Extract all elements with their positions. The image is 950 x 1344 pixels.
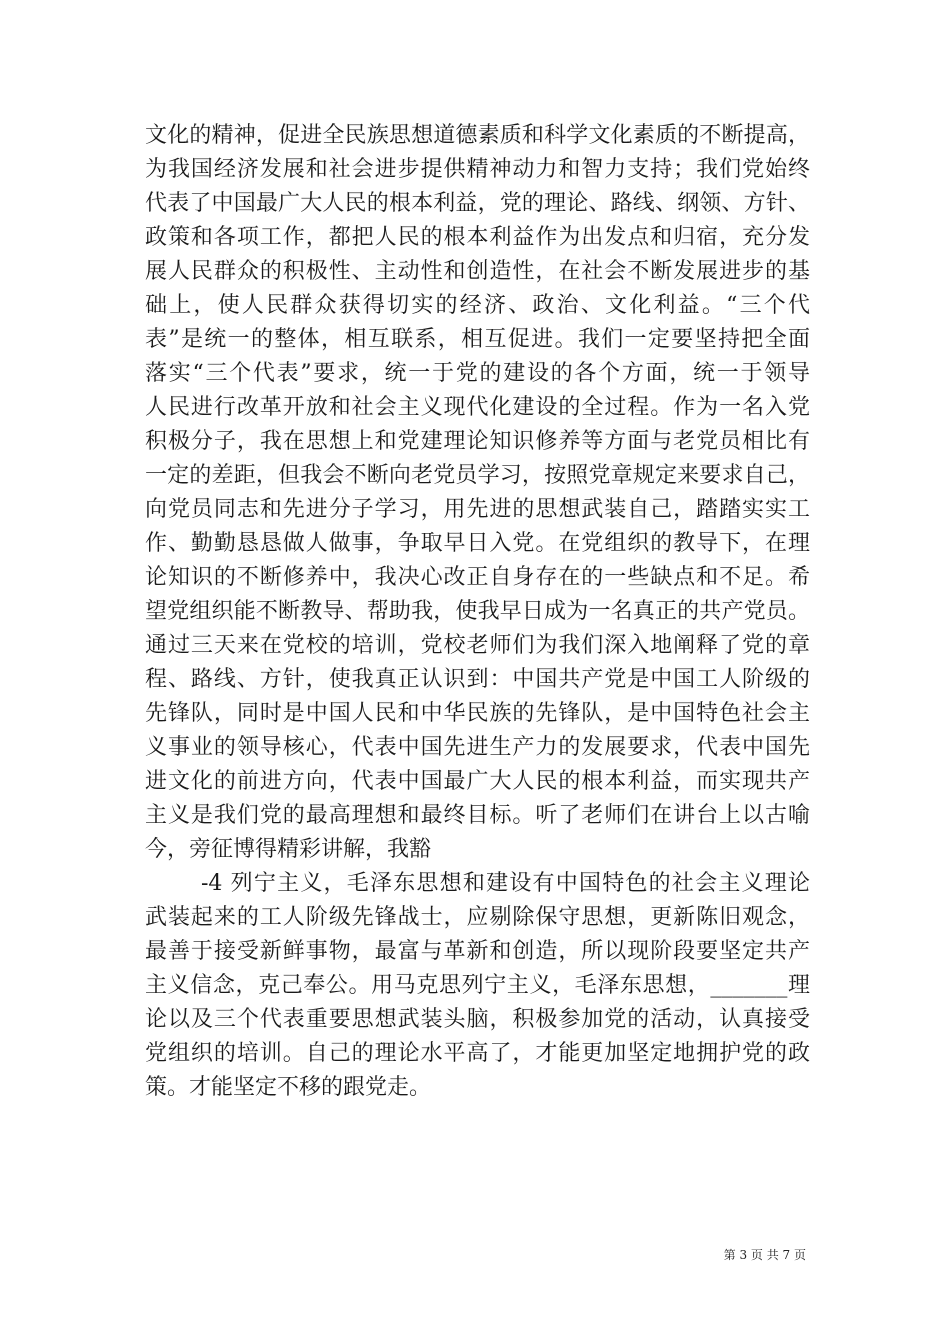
- text-line: 积极分子，我在思想上和党建理论知识修养等方面与老党员相比有: [145, 429, 810, 454]
- text-line: 论以及三个代表重要思想武装头脑，积极参加党的活动，认真接受: [145, 1007, 810, 1032]
- text-line: 最善于接受新鲜事物，最富与革新和创造，所以现阶段要坚定共产: [145, 939, 810, 964]
- text-line: 人民进行改革开放和社会主义现代化建设的全过程。作为一名入党: [145, 395, 810, 420]
- text-line: 作、勤勤恳恳做人做事，争取早日入党。在党组织的教导下，在理: [145, 531, 810, 556]
- paragraph-2: [145, 867, 810, 1105]
- text-line: 主义是我们党的最高理想和最终目标。听了老师们在讲台上以古喻: [145, 803, 810, 828]
- text-line: 一定的差距，但我会不断向老党员学习，按照党章规定来要求自己，: [145, 463, 810, 488]
- text-line: 通过三天来在党校的培训，党校老师们为我们深入地阐释了党的章: [145, 633, 810, 658]
- paragraph-1: [145, 119, 810, 867]
- text-line: 文化的精神，促进全民族思想道德素质和科学文化素质的不断提高，: [145, 123, 810, 148]
- text-line: 今，旁征博得精彩讲解，我豁: [145, 837, 432, 862]
- text-line: 落实“三个代表”要求，统一于党的建设的各个方面，统一于领导: [145, 361, 810, 386]
- document-body: [145, 119, 810, 1105]
- text-line: 望党组织能不断教导、帮助我，使我早日成为一名真正的共产党员。: [145, 599, 810, 624]
- text-line: 先锋队，同时是中国人民和中华民族的先锋队，是中国特色社会主: [145, 701, 810, 726]
- text-line: 策。才能坚定不移的跟党走。: [145, 1075, 432, 1100]
- text-line: 义事业的领导核心，代表中国先进生产力的发展要求，代表中国先: [145, 735, 810, 760]
- text-line: 武装起来的工人阶级先锋战士，应剔除保守思想，更新陈旧观念，: [145, 905, 810, 930]
- text-line: 主义信念，克己奉公。用马克思列宁主义，毛泽东思想，_______理: [145, 973, 810, 998]
- text-line: 程、路线、方针，使我真正认识到：中国共产党是中国工人阶级的: [145, 667, 810, 692]
- text-line: -4 列宁主义，毛泽东思想和建设有中国特色的社会主义理论: [201, 871, 810, 896]
- text-line: 展人民群众的积极性、主动性和创造性，在社会不断发展进步的基: [145, 259, 810, 284]
- text-line: 代表了中国最广大人民的根本利益，党的理论、路线、纲领、方针、: [145, 191, 810, 216]
- text-line: 为我国经济发展和社会进步提供精神动力和智力支持；我们党始终: [145, 157, 810, 182]
- text-line: 表”是统一的整体，相互联系，相互促进。我们一定要坚持把全面: [145, 327, 810, 352]
- text-line: 政策和各项工作，都把人民的根本利益作为出发点和归宿，充分发: [145, 225, 810, 250]
- text-line: 础上，使人民群众获得切实的经济、政治、文化利益。“三个代: [145, 293, 810, 318]
- text-line: 向党员同志和先进分子学习，用先进的思想武装自己，踏踏实实工: [145, 497, 810, 522]
- text-line: 党组织的培训。自己的理论水平高了，才能更加坚定地拥护党的政: [145, 1041, 810, 1066]
- text-line: 进文化的前进方向，代表中国最广大人民的根本利益，而实现共产: [145, 769, 810, 794]
- text-line: 论知识的不断修养中，我决心改正自身存在的一些缺点和不足。希: [145, 565, 810, 590]
- page-number-footer: 第 3 页 共 7 页: [723, 1248, 806, 1262]
